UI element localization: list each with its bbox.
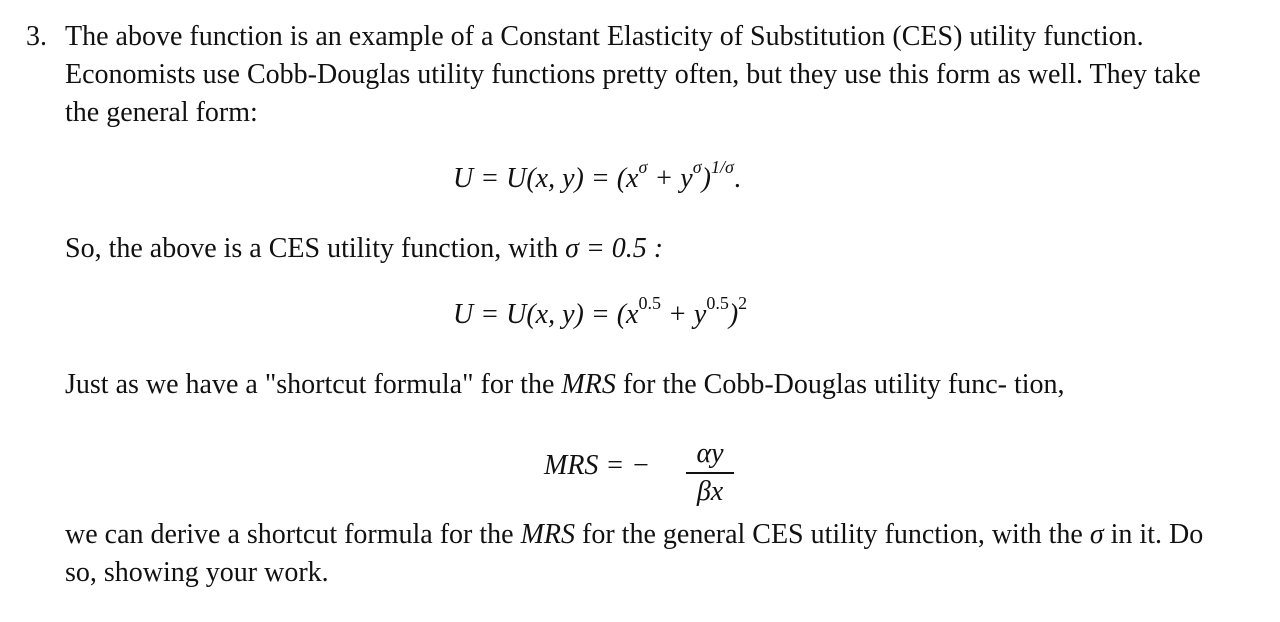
- para4-mrs: MRS: [520, 519, 576, 550]
- eq1-sigma-y: σ: [692, 157, 702, 177]
- eq2-close: ): [728, 299, 739, 330]
- eq1-sigma-x: σ: [638, 157, 648, 177]
- eq2-exponent: 2: [738, 293, 748, 313]
- paragraph-ces-example: [65, 230, 1215, 268]
- paragraph-intro: The above function is an example of a Constant Elasticity of Substitution (CES) utility function. Economists use Cobb-Douglas utility functions pretty often, but they use this form as well. They take the general form:: [65, 21, 1201, 128]
- paragraph-task: [65, 516, 1215, 592]
- para3-mrs: MRS: [561, 369, 616, 400]
- para4-start: we can derive a shortcut formula for the: [65, 519, 514, 550]
- eq1-exponent: 1/σ: [710, 157, 734, 177]
- eq1-close: ): [701, 163, 711, 194]
- eq1-mid: + y: [647, 163, 693, 194]
- eq1-period: .: [733, 163, 741, 194]
- para2-text: So, the above is a CES utility function, with: [65, 233, 559, 264]
- eq2-lhs: U = U(x, y) = (x: [453, 299, 639, 330]
- mrs-denominator: βx: [696, 476, 724, 507]
- para4-tail: in it. Do so, showing your work.: [65, 519, 1204, 588]
- para2-sigma: σ = 0.5 :: [565, 233, 664, 264]
- para3-end: for the Cobb-Douglas utility func- tion,: [622, 369, 1065, 400]
- eq2-exp-y: 0.5: [706, 293, 729, 313]
- eq2-exp-x: 0.5: [638, 293, 661, 313]
- para4-sigma: σ: [1089, 519, 1104, 550]
- equation-ces-example: [453, 293, 748, 334]
- question-number: 3.: [26, 21, 47, 52]
- mrs-numerator: αy: [696, 438, 724, 469]
- equation-mrs-fraction: [686, 436, 734, 510]
- eq2-mid: + y: [661, 299, 707, 330]
- para3-text: Just as we have a "shortcut formula" for the: [65, 369, 555, 400]
- para4-end: for the general CES utility function, with the: [582, 519, 1083, 550]
- equation-general-ces: [453, 157, 741, 198]
- equation-mrs-lhs: MRS = −: [544, 450, 651, 481]
- paragraph-shortcut: [65, 366, 1215, 404]
- eq1-lhs: U = U(x, y) = (x: [453, 163, 639, 194]
